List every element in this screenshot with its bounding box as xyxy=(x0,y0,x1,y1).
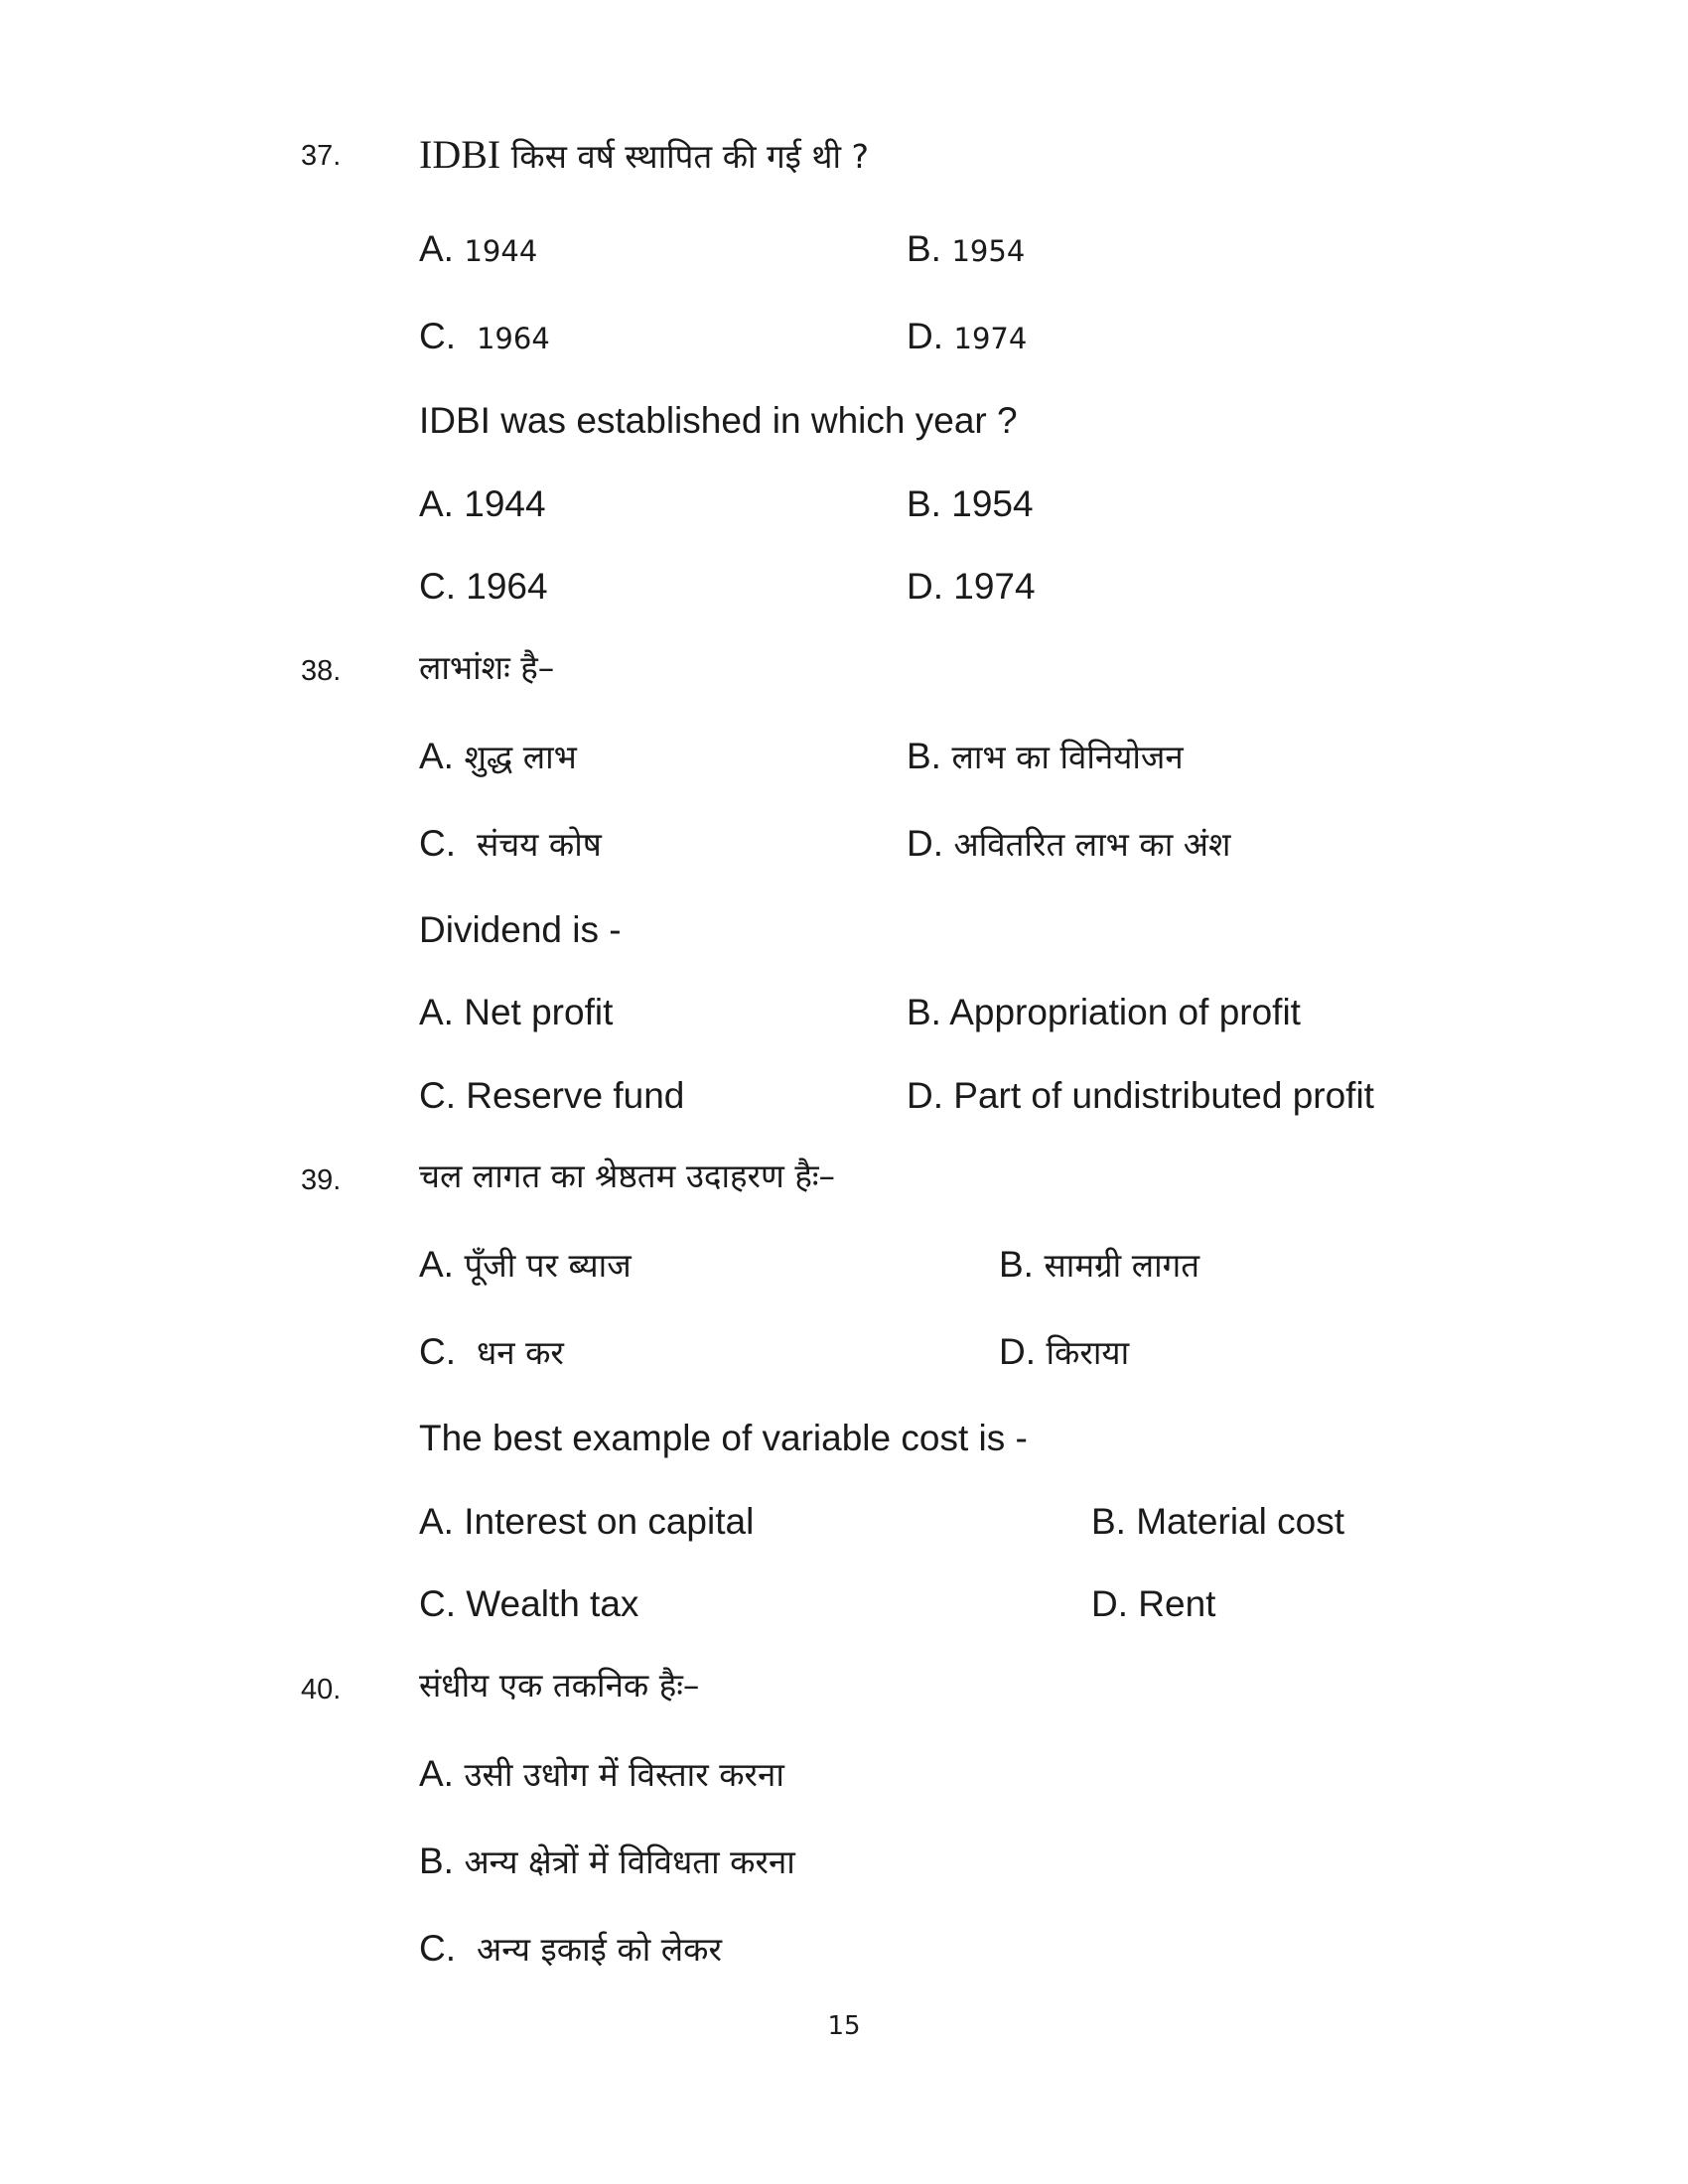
option-hindi-c: C. धन कर xyxy=(419,1331,564,1372)
option-hindi-a: A. उसी उधोग में विस्तार करना xyxy=(419,1753,784,1794)
question-number: 38. xyxy=(301,655,342,687)
question-number: 40. xyxy=(301,1674,342,1706)
option-hindi-d: D. 1974 xyxy=(907,316,1028,356)
option-english-b: B. Appropriation of profit xyxy=(907,992,1301,1032)
option-english-a: A. Interest on capital xyxy=(419,1501,755,1542)
option-hindi-c: C. संचय कोष xyxy=(419,823,602,864)
option-hindi-b: B. लाभ का विनियोजन xyxy=(907,736,1184,776)
page-number: 15 xyxy=(827,2011,861,2041)
question-text-hindi: चल लागत का श्रेष्ठतम उदाहरण हैः– xyxy=(419,1157,836,1195)
question-text-english: The best example of variable cost is - xyxy=(419,1418,1028,1458)
option-hindi-c: C. अन्य इकाई को लेकर xyxy=(419,1928,722,1969)
question-text-english: Dividend is - xyxy=(419,909,622,950)
option-english-c: C. Reserve fund xyxy=(419,1075,685,1116)
option-hindi-a: A. पूँजी पर ब्याज xyxy=(419,1244,632,1285)
option-english-d: D. 1974 xyxy=(907,566,1036,607)
option-english-c: C. Wealth tax xyxy=(419,1583,639,1624)
option-english-a: A. Net profit xyxy=(419,992,614,1032)
option-english-d: D. Part of undistributed profit xyxy=(907,1075,1374,1116)
option-hindi-c: C. 1964 xyxy=(419,316,550,356)
question-text-english: IDBI was established in which year ? xyxy=(419,400,1018,441)
question-number: 37. xyxy=(301,140,342,172)
question-text-hindi: IDBI किस वर्ष स्थापित की गई थी ? xyxy=(419,132,870,177)
question-text-hindi: लाभांशः है– xyxy=(419,648,555,687)
option-hindi-a: A. शुद्ध लाभ xyxy=(419,736,577,776)
option-english-b: B. Material cost xyxy=(1091,1501,1344,1542)
option-hindi-b: B. 1954 xyxy=(907,228,1026,269)
option-english-d: D. Rent xyxy=(1091,1583,1216,1624)
question-text-hindi: संधीय एक तकनिक हैः– xyxy=(419,1666,700,1705)
option-hindi-d: D. अवितरित लाभ का अंश xyxy=(907,823,1231,864)
option-hindi-a: A. 1944 xyxy=(419,228,538,269)
question-number: 39. xyxy=(301,1164,342,1196)
option-hindi-d: D. किराया xyxy=(999,1331,1130,1372)
option-english-c: C. 1964 xyxy=(419,566,548,607)
option-hindi-b: B. अन्य क्षेत्रों में विविधता करना xyxy=(419,1841,795,1881)
option-english-b: B. 1954 xyxy=(907,483,1034,524)
option-english-a: A. 1944 xyxy=(419,483,546,524)
option-hindi-b: B. सामग्री लागत xyxy=(999,1244,1200,1285)
